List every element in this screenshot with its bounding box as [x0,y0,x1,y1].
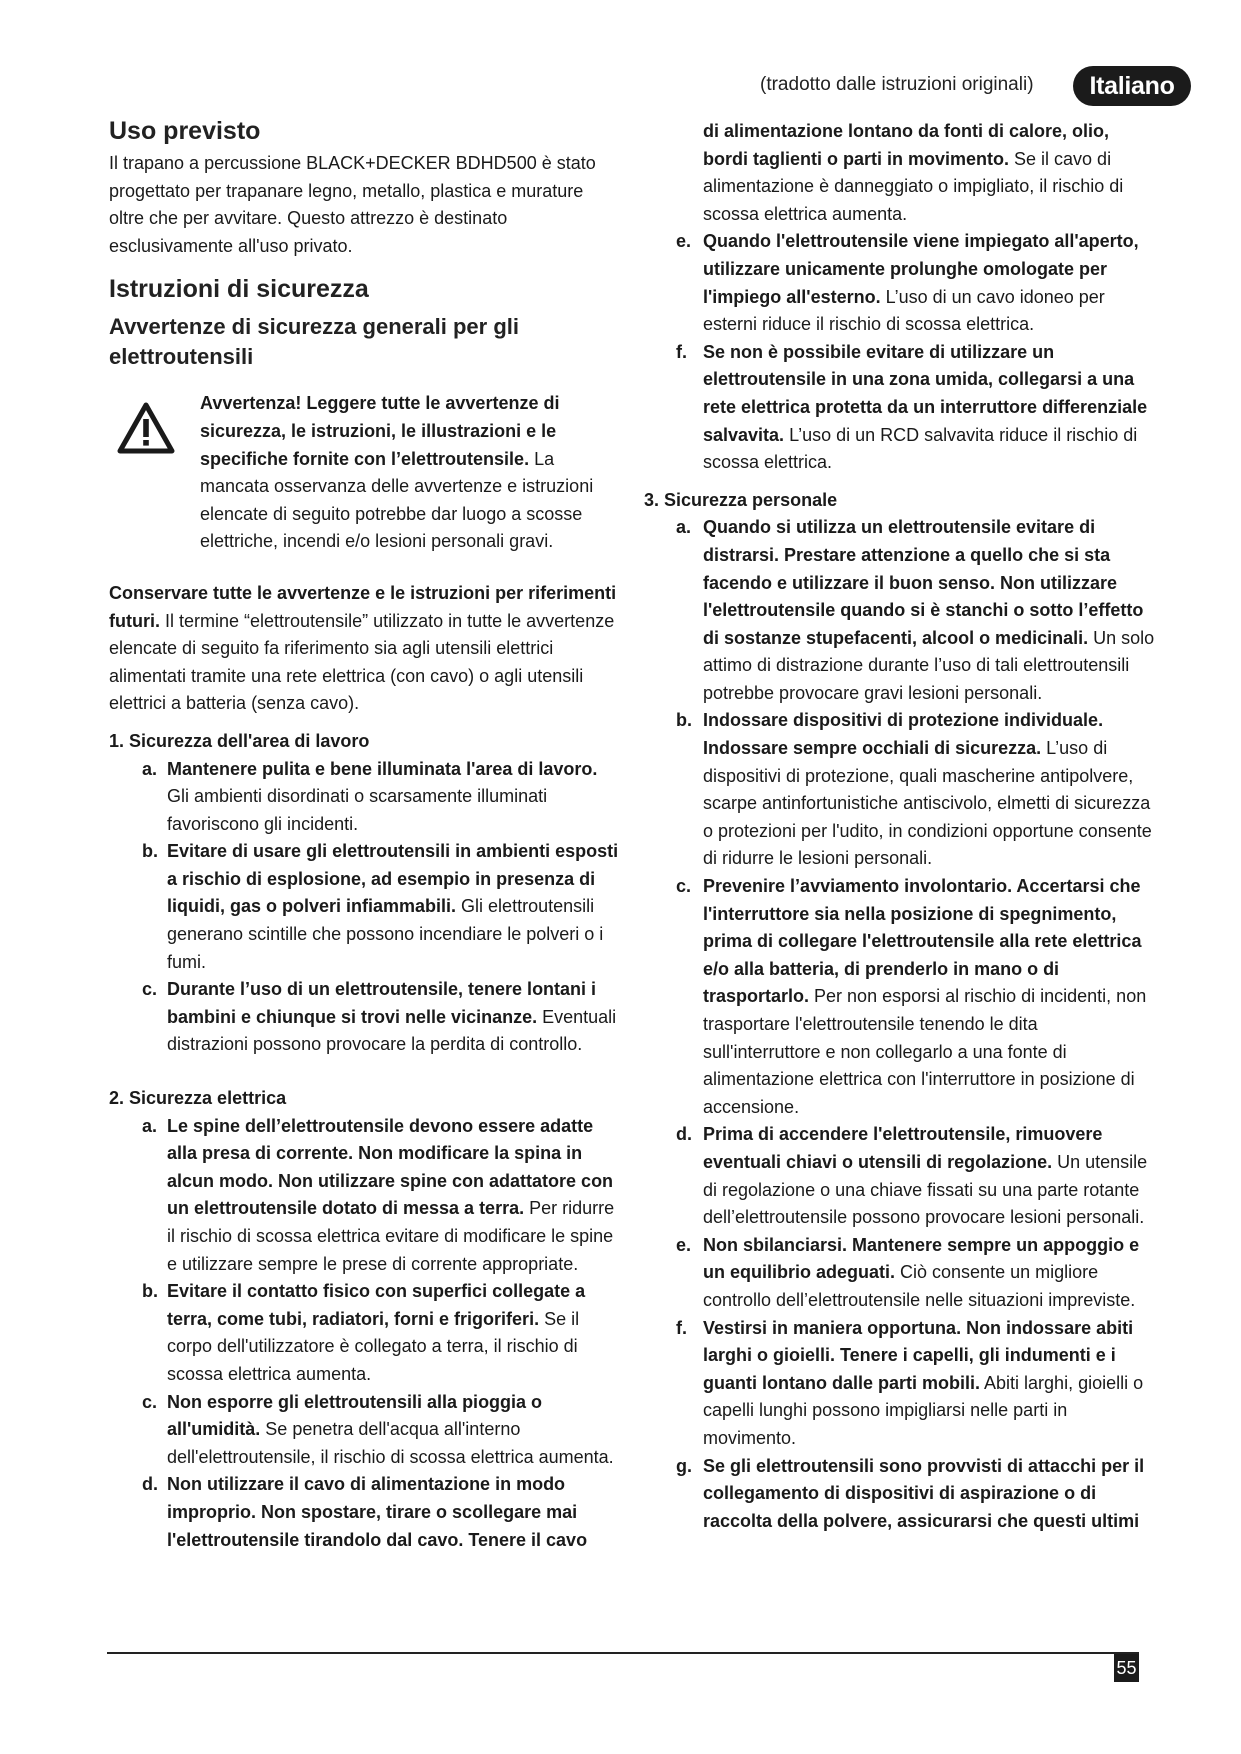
section-electrical-title: 2. Sicurezza elettrica [109,1088,287,1109]
list-item-continued [638,118,1158,228]
list-item [109,1471,621,1554]
list-item [109,756,621,839]
item-bold: Prima di accendere l'elettroutensile, rimuovere eventuali chiavi o utensili di regolazione. [703,1124,1103,1172]
page-number: 55 [1114,1654,1139,1682]
item-label: b. [142,1281,158,1302]
item-bold: di alimentazione lontano da fonti di calore, olio, bordi taglienti o parti in movimento. [703,121,1110,169]
language-badge: Italiano [1073,66,1191,106]
item-bold: Quando si utilizza un elettroutensile evitare di distrarsi. Prestare attenzione a quello che si sta facendo e utilizzare il buon senso. Non utilizzare l'elettroutensile quando si è stanchi o sotto l’effetto di sostanze stupefacenti, alcool o medicinali. [703,517,1144,648]
list-item [109,838,621,976]
item-text: Gli ambienti disordinati o scarsamente illuminati favoriscono gli incidenti. [167,786,548,834]
keep-bold: Conservare tutte le avvertenze e le istruzioni per riferimenti futuri. [109,582,617,631]
warning-text [200,390,621,556]
item-text: L’uso di un RCD salvavita riduce il rischio di scossa elettrica. [703,424,1138,473]
item-label: g. [676,1455,692,1476]
item-bold: Indossare dispositivi di protezione individuale. Indossare sempre occhiali di sicurezza. [703,710,1104,759]
item-bold: Quando l'elettroutensile viene impiegato all'aperto, utilizzare unicamente prolunghe omologate per l'impiego all'esterno. [703,231,1139,307]
item-bold: Evitare il contatto fisico con superfici collegate a terra, come tubi, radiatori, forni e frigoriferi. [167,1281,586,1329]
item-bold: Non sbilanciarsi. Mantenere sempre un appoggio e un equilibrio adeguati. [703,1234,1140,1283]
warning-triangle-icon [117,402,175,454]
list-item [109,976,621,1059]
list-item [109,1389,621,1472]
item-label: f. [676,1317,687,1338]
item-bold: Prevenire l’avviamento involontario. Accertarsi che l'interruttore sia nella posizione di spegnimento, prima di collegare l'elettroutensile alla rete elettrica e/o alla batteria, di prenderlo in mano o di trasportarlo. [703,876,1142,1007]
list-item [638,339,1158,477]
right-column [638,118,1158,1535]
translation-note: (tradotto dalle istruzioni originali) [760,74,1034,95]
keep-instructions-text [109,580,621,718]
item-text: Se penetra dell'acqua all'interno dell'elettroutensile, il rischio di scossa elettrica aumenta. [167,1419,614,1467]
section-personal-title: 3. Sicurezza personale [644,489,838,510]
list-item [638,514,1158,707]
item-text: Ciò consente un migliore controllo dell’elettroutensile nelle situazioni impreviste. [703,1262,1136,1310]
warning-regular: La mancata osservanza delle avvertenze e istruzioni elencate di seguito potrebbe dar luogo a scosse elettriche, incendi e/o lesioni personali gravi. [200,448,594,552]
item-text: L’uso di un cavo idoneo per esterni riduce il rischio di scossa elettrica. [703,286,1105,335]
item-text: Se il corpo dell'utilizzatore è collegato a terra, il rischio di scossa elettrica aumenta. [167,1308,580,1384]
item-label: c. [142,1391,158,1412]
item-label: b. [676,710,692,731]
item-text: Se il cavo di alimentazione è danneggiato o impigliato, il rischio di scossa elettrica aumenta. [703,148,1124,224]
item-label: b. [142,841,158,862]
item-label: e. [676,231,692,252]
item-label: f. [676,341,687,362]
left-column [109,116,621,1554]
item-bold: Se non è possibile evitare di utilizzare un elettroutensile in una zona umida, collegarsi a una rete elettrica protetta da un interruttore differenziale salvavita. [703,341,1148,445]
list-item [638,1315,1158,1453]
item-text: Un solo attimo di distrazione durante l’uso di tali elettroutensili potrebbe provocare gravi lesioni personali. [703,627,1155,703]
general-warnings-heading: Avvertenze di sicurezza generali per gli elettroutensili [109,314,520,370]
list-item [638,228,1158,338]
item-text: Gli elettroutensili generano scintille che possono incendiare le polveri o i fumi. [167,896,604,972]
list-item [638,1453,1158,1536]
item-label: e. [676,1234,692,1255]
item-text: Un utensile di regolazione o una chiave fissati su una parte rotante dell’elettroutensile possono provocare lesioni personali. [703,1151,1148,1228]
item-bold: Non esporre gli elettroutensili alla pioggia o all'umidità. [167,1391,543,1440]
item-label: a. [142,1115,158,1136]
list-item [638,1232,1158,1315]
list-item [638,873,1158,1121]
section-work-area-title: 1. Sicurezza dell'area di lavoro [109,730,370,751]
list-item [638,707,1158,873]
item-text: L’uso di dispositivi di protezione, quali mascherine antipolvere, scarpe antinfortunistiche antiscivolo, elmetti di sicurezza o protezioni per l'udito, in condizioni opportune consente di ridurre le lesioni personali. [703,738,1152,869]
list-item [109,1113,621,1279]
item-label: a. [142,758,158,779]
item-bold: Durante l’uso di un elettroutensile, tenere lontani i bambini e chiunque si trovi nelle vicinanze. [167,979,597,1027]
footer-divider [107,1652,1139,1654]
item-text: Abiti larghi, gioielli o capelli lunghi possono impigliarsi nelle parti in movimento. [703,1372,1144,1448]
safety-instructions-heading: Istruzioni di sicurezza [109,275,369,304]
intended-use-heading: Uso previsto [109,117,261,145]
item-bold: Non utilizzare il cavo di alimentazione in modo improprio. Non spostare, tirare o scollegare mai l'elettroutensile tirandolo dal cavo. Tenere il cavo [167,1474,588,1550]
item-bold: Se gli elettroutensili sono provvisti di attacchi per il collegamento di dispositivi di aspirazione o di raccolta della polvere, assicurarsi che questi ultimi [703,1455,1145,1531]
intended-use-text: Il trapano a percussione BLACK+DECKER BDHD500 è stato progettato per trapanare legno, metallo, plastica e murature oltre che per avvitare. Questo attrezzo è destinato esclusivamente all'uso privato. [109,153,596,256]
keep-regular: Il termine “elettroutensile” utilizzato in tutte le avvertenze elencate di seguito fa riferimento sia agli utensili elettrici alimentati tramite una rete elettrica (con cavo) o agli utensili elettrici a batteria (senza cavo). [109,610,615,714]
item-label: c. [142,979,158,1000]
item-text: Per non esporsi al rischio di incidenti, non trasportare l'elettroutensile tenendo le dita sull'interruttore e non collegarlo a una fonte di alimentazione elettrica con l'interruttore in posizione di accensione. [703,986,1147,1117]
item-label: a. [676,517,692,538]
item-bold: Vestirsi in maniera opportuna. Non indossare abiti larghi o gioielli. Tenere i capelli, gli indumenti e i guanti lontano dalle parti mobili. [703,1317,1134,1393]
item-text: Per ridurre il rischio di scossa elettrica evitare di modificare le spine e utilizzare sempre le prese di corrente appropriate. [167,1198,615,1274]
item-text: Eventuali distrazioni possono provocare la perdita di controllo. [167,1006,617,1055]
item-bold: Evitare di usare gli elettroutensili in ambienti esposti a rischio di esplosione, ad esempio in presenza di liquidi, gas o polveri infiammabili. [167,841,619,917]
item-label: d. [142,1474,158,1495]
warning-bold: Avvertenza! Leggere tutte le avvertenze di sicurezza, le istruzioni, le illustrazioni e le specifiche fornite con l’elettroutensile. [200,393,560,469]
warning-block [109,390,621,556]
list-item [109,1278,621,1388]
list-item [638,1121,1158,1231]
item-bold: Le spine dell’elettroutensile devono essere adatte alla presa di corrente. Non modificare la spina in alcun modo. Non utilizzare spine con adattatore con un elettroutensile dotato di messa a terra. [167,1115,614,1219]
item-label: c. [676,876,692,897]
item-label: d. [676,1124,692,1145]
item-bold: Mantenere pulita e bene illuminata l'area di lavoro. [167,758,598,779]
